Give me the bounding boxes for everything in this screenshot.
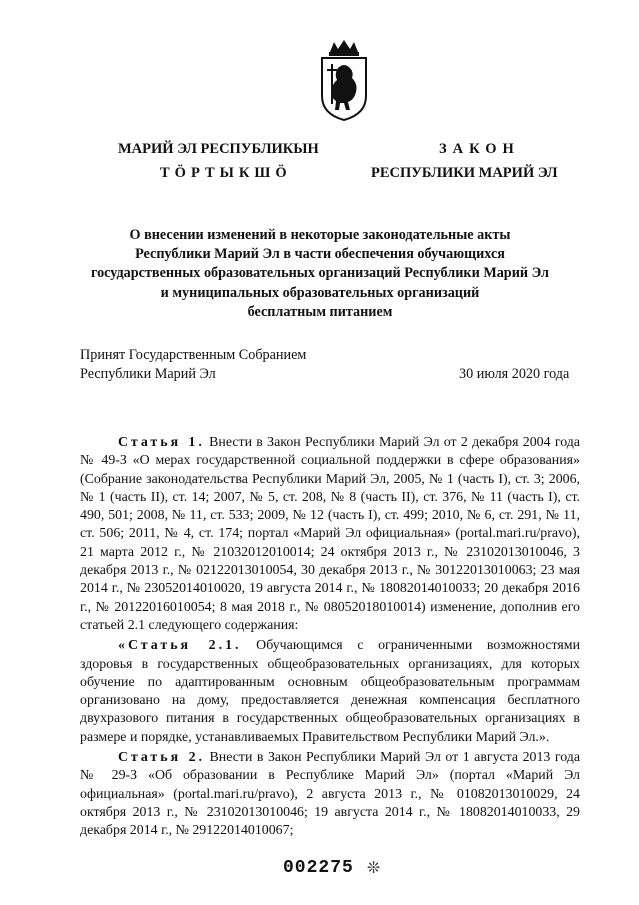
serial-number: 002275 [283,858,354,878]
law-title [60,226,580,322]
article-2-label: Статья 2. [118,750,206,766]
adoption-line: Принят Государственным Собранием [80,347,307,363]
article-1-label: Статья 1. [118,435,205,450]
header-law-mari: ТӦРТЫКШӦ [160,165,292,181]
title-line: О внесении изменений в некоторые законодательные акты [129,227,511,243]
header-law: ЗАКОН [439,141,520,157]
title-line: и муниципальных образовательных организаций [160,284,480,301]
article-1-paragraph [80,434,580,635]
title-line: Республики Марий Эл в части обеспечения обучающихся [135,246,505,263]
coat-of-arms-bear-icon [316,38,372,122]
article-2-1-label: «Статья 2.1. [118,638,242,654]
article-2-1-paragraph [80,637,580,747]
title-line: бесплатным питанием [247,303,393,320]
adoption-note [80,346,306,384]
title-line: государственных образовательных организаций Республики Марий Эл [91,265,549,282]
header-republic: РЕСПУБЛИКИ МАРИЙ ЭЛ [371,165,558,181]
article-2-text: Внести в Закон Республики Марий Эл от 1 августа 2013 года № 29-З «Об образовании в Республике Марий Эл» (портал «Марий Эл официальная» (portal.mari.ru/pravo), 2 августа 2013 г., № 01082013010029, 24 октября 2013 г., № 23102013010046; 19 августа 2014 г., № 18082014010033, 29 декабря 2014 г., № 29122014010067; [80,750,580,839]
ornament-icon: ❊ [367,858,381,877]
article-2-1-text: Обучающимся с ограниченными возможностями здоровья в государственных общеобразовательных организациях, для которых обучение по адаптированным основным общеобразовательным программам организовано на дому, предоставляется денежная компенсация бесплатного двухразового питания в государственных общеобразовательных организациях в размере и порядке, устанавливаемых Правительством Республики Марий Эл.». [80,638,581,745]
law-body [80,434,580,843]
header-republic-mari: МАРИЙ ЭЛ РЕСПУБЛИКЫН [118,141,319,157]
adoption-line: Республики Марий Эл [80,366,216,382]
adoption-date: 30 июля 2020 года [459,366,570,382]
article-2-paragraph [80,749,580,840]
article-1-text: Внести в Закон Республики Марий Эл от 2 декабря 2004 года № 49-З «О мерах государственной социальной поддержки в сфере образования» (Собрание законодательства Республики Марий Эл, 2005, № 1 (часть I), ст. 3; 2006, № 1 (часть II), ст. 14; 2007, № 5, ст. 208, № 8 (часть II), ст. 376, № 11 (часть I), ст. 490, 501; 2008, № 11, ст. 533; 2009, № 12 (часть I), ст. 499; 2010, № 6, ст. 291, № 11, ст. 506; 2011, № 4, ст. 174; портал «Марий Эл официальная» (portal.mari.ru/pravo), 21 марта 2012 г., № 21032012010014; 24 октября 2013 г., № 23102013010046, 3 декабря 2013 г., № 02122013010054, 30 декабря 2013 г., № 30122013010063; 23 мая 2014 г., № 23052014010020, 19 августа 2014 г., № 18082014010033; 20 декабря 2016 г., № 20122016010054; 8 мая 2018 г., № 08052018010014) изменение, дополнив его статьей 2.1 следующего содержания: [80,435,580,633]
